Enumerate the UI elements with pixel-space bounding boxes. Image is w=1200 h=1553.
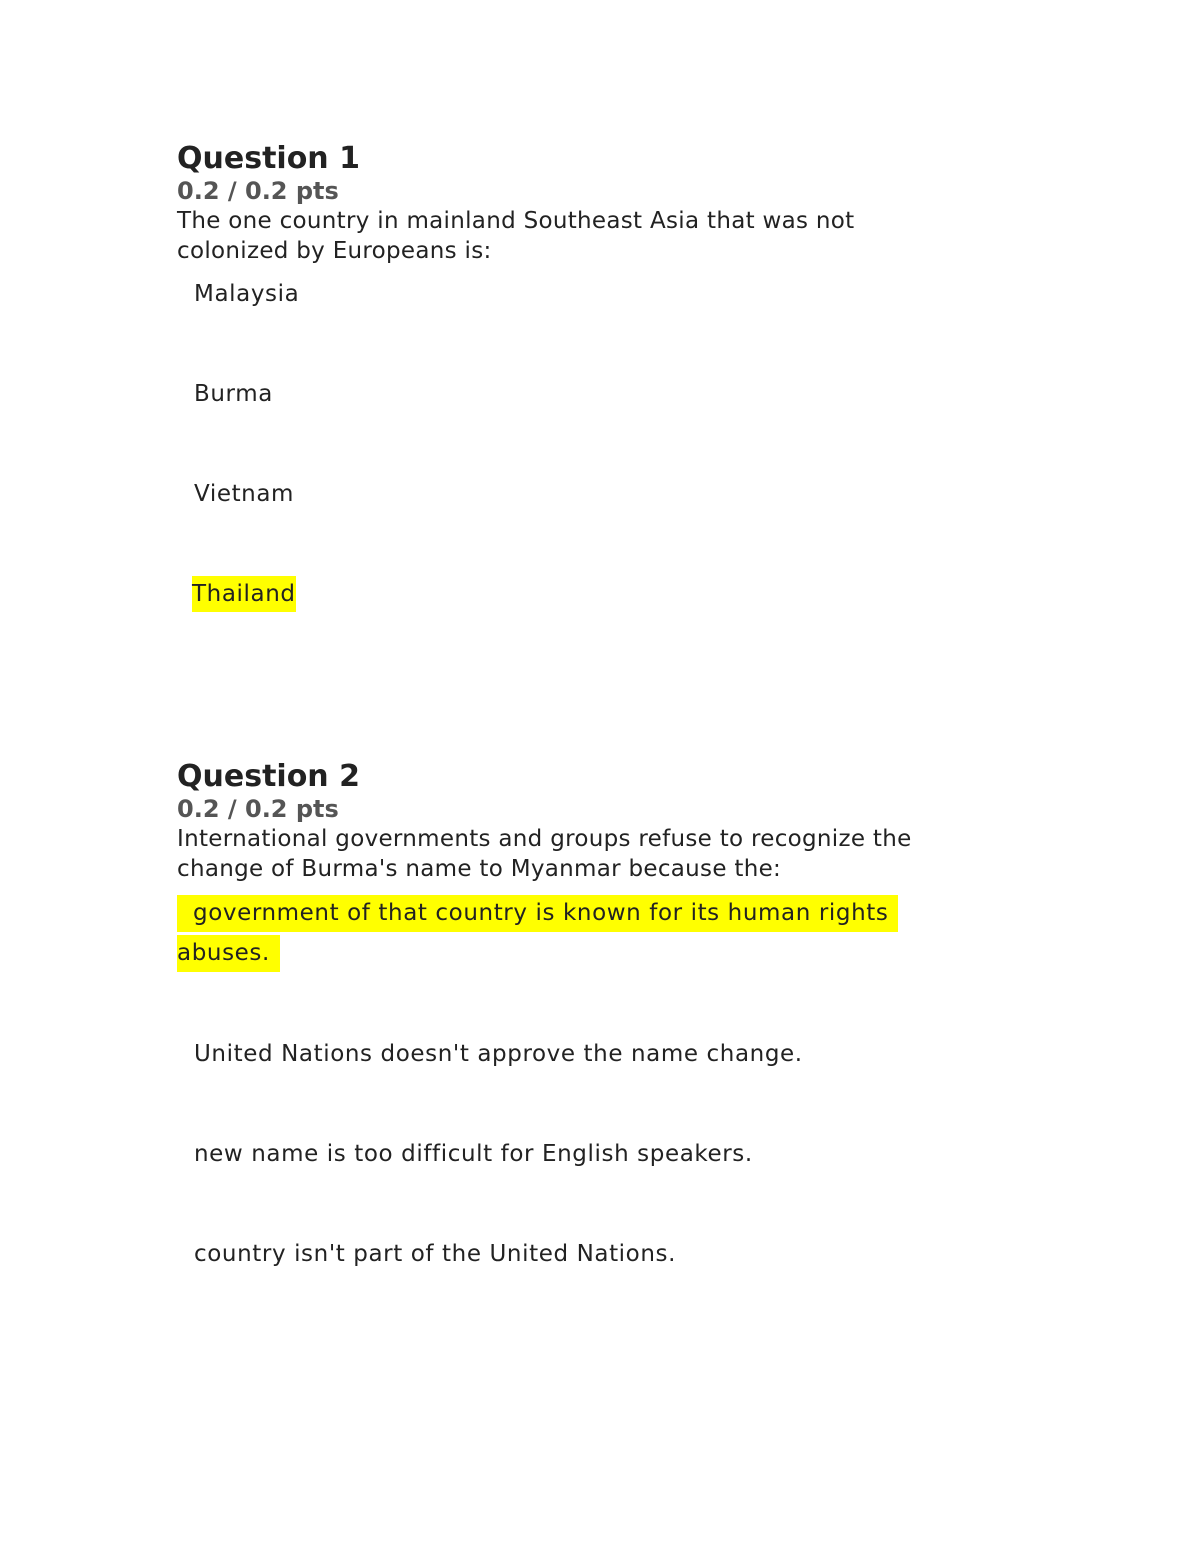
answer-label: country isn't part of the United Nations. — [194, 1241, 677, 1267]
question-text-line: change of Burma's name to Myanmar because the: — [177, 856, 782, 882]
answer-option-selected[interactable] — [192, 579, 296, 609]
question-2 — [177, 760, 1007, 884]
answer-option[interactable] — [194, 279, 299, 309]
answer-label: government of that country is known for its human rights abuses. — [177, 895, 898, 972]
question-title: Question 2 — [177, 759, 360, 794]
answer-label: United Nations doesn't approve the name change. — [194, 1041, 803, 1067]
answer-label: new name is too difficult for English speakers. — [194, 1141, 753, 1167]
question-1 — [177, 142, 1007, 266]
question-text-line: colonized by Europeans is: — [177, 238, 492, 264]
question-points: 0.2 / 0.2 pts — [177, 177, 339, 205]
answer-option[interactable] — [194, 379, 273, 409]
answer-option[interactable] — [194, 1039, 803, 1069]
answer-label: Burma — [194, 381, 273, 407]
question-text-line: The one country in mainland Southeast Asia that was not — [177, 208, 855, 234]
answer-label: Thailand — [192, 576, 296, 612]
answer-label: Malaysia — [194, 281, 300, 307]
answer-label: Vietnam — [194, 481, 295, 507]
question-text-line: International governments and groups refuse to recognize the — [177, 826, 912, 852]
answer-option[interactable] — [194, 1239, 676, 1269]
question-points: 0.2 / 0.2 pts — [177, 795, 339, 823]
answer-option-selected[interactable] — [177, 893, 997, 973]
question-title: Question 1 — [177, 141, 360, 176]
answer-option[interactable] — [194, 1139, 753, 1169]
answer-option[interactable] — [194, 479, 294, 509]
